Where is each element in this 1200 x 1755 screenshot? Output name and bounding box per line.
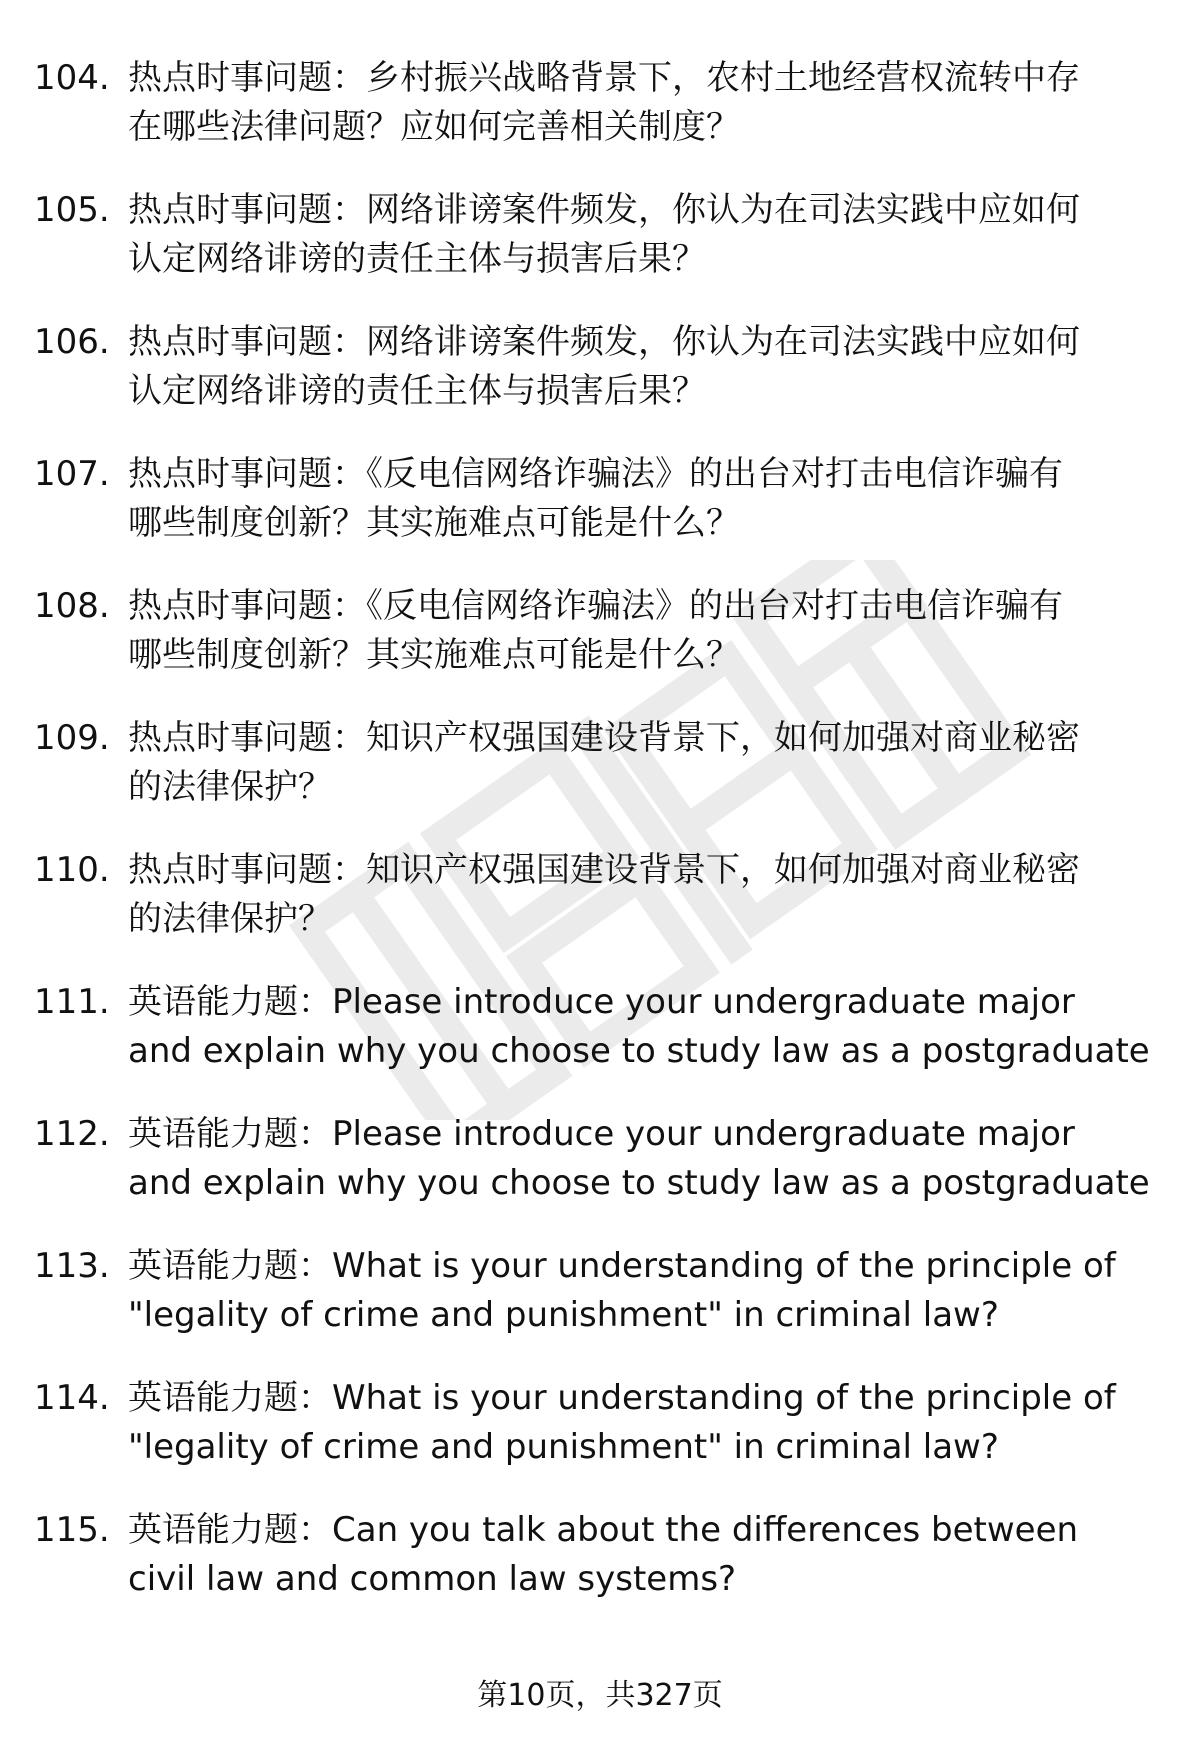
question-number: 109. (34, 718, 110, 758)
question-number: 104. (34, 58, 110, 98)
question-item-111 (0, 978, 1200, 1110)
page-footer (0, 1676, 1200, 1716)
question-item-108 (0, 582, 1200, 714)
question-number: 112. (34, 1114, 110, 1154)
question-text-line-1: 英语能力题：Can you talk about the differences between (128, 1510, 1079, 1550)
question-text-line-2: 哪些制度创新？其实施难点可能是什么？ (128, 503, 740, 543)
question-text-line-1: 热点时事问题：网络诽谤案件频发，你认为在司法实践中应如何 (128, 190, 1080, 230)
question-text-line-2: civil law and common law systems? (128, 1559, 737, 1599)
question-text-line-1: 热点时事问题：知识产权强国建设背景下，如何加强对商业秘密 (128, 718, 1080, 758)
question-number: 110. (34, 850, 110, 890)
question-text-line-2: 在哪些法律问题？应如何完善相关制度？ (128, 107, 740, 147)
question-number: 107. (34, 454, 110, 494)
question-text-line-1: 英语能力题：What is your understanding of the principle of (128, 1246, 1116, 1286)
question-item-114 (0, 1374, 1200, 1506)
question-item-106 (0, 318, 1200, 450)
question-text-line-1: 英语能力题：Please introduce your undergraduate major (128, 1114, 1075, 1154)
question-item-110 (0, 846, 1200, 978)
question-item-115 (0, 1506, 1200, 1638)
question-number: 113. (34, 1246, 110, 1286)
question-item-107 (0, 450, 1200, 582)
question-item-105 (0, 186, 1200, 318)
question-text-line-2: 哪些制度创新？其实施难点可能是什么？ (128, 635, 740, 675)
question-text-line-1: 热点时事问题：知识产权强国建设背景下，如何加强对商业秘密 (128, 850, 1080, 890)
question-text-line-1: 英语能力题：What is your understanding of the principle of (128, 1378, 1116, 1418)
question-text-line-1: 热点时事问题：乡村振兴战略背景下，农村土地经营权流转中存 (128, 58, 1080, 98)
question-number: 108. (34, 586, 110, 626)
question-text-line-2: "legality of crime and punishment" in criminal law? (128, 1427, 999, 1467)
question-item-109 (0, 714, 1200, 846)
question-number: 114. (34, 1378, 110, 1418)
question-text-line-2: 的法律保护？ (128, 899, 332, 939)
question-item-104 (0, 54, 1200, 186)
question-text-line-1: 英语能力题：Please introduce your undergraduate major (128, 982, 1075, 1022)
question-list (0, 54, 1200, 1638)
question-text-line-1: 热点时事问题：网络诽谤案件频发，你认为在司法实践中应如何 (128, 322, 1080, 362)
question-item-112 (0, 1110, 1200, 1242)
question-text-line-2: and explain why you choose to study law as a postgraduate (128, 1163, 1150, 1203)
question-text-line-1: 热点时事问题：《反电信网络诈骗法》的出台对打击电信诈骗有 (128, 586, 1063, 626)
question-text-line-2: 的法律保护？ (128, 767, 332, 807)
question-number: 115. (34, 1510, 110, 1550)
page-number-label: 第10页，共327页 (477, 1678, 723, 1713)
question-number: 105. (34, 190, 110, 230)
question-text-line-1: 热点时事问题：《反电信网络诈骗法》的出台对打击电信诈骗有 (128, 454, 1063, 494)
question-number: 106. (34, 322, 110, 362)
question-text-line-2: 认定网络诽谤的责任主体与损害后果？ (128, 371, 706, 411)
question-text-line-2: 认定网络诽谤的责任主体与损害后果？ (128, 239, 706, 279)
question-text-line-2: "legality of crime and punishment" in criminal law? (128, 1295, 999, 1335)
question-item-113 (0, 1242, 1200, 1374)
question-number: 111. (34, 982, 110, 1022)
question-text-line-2: and explain why you choose to study law as a postgraduate (128, 1031, 1150, 1071)
